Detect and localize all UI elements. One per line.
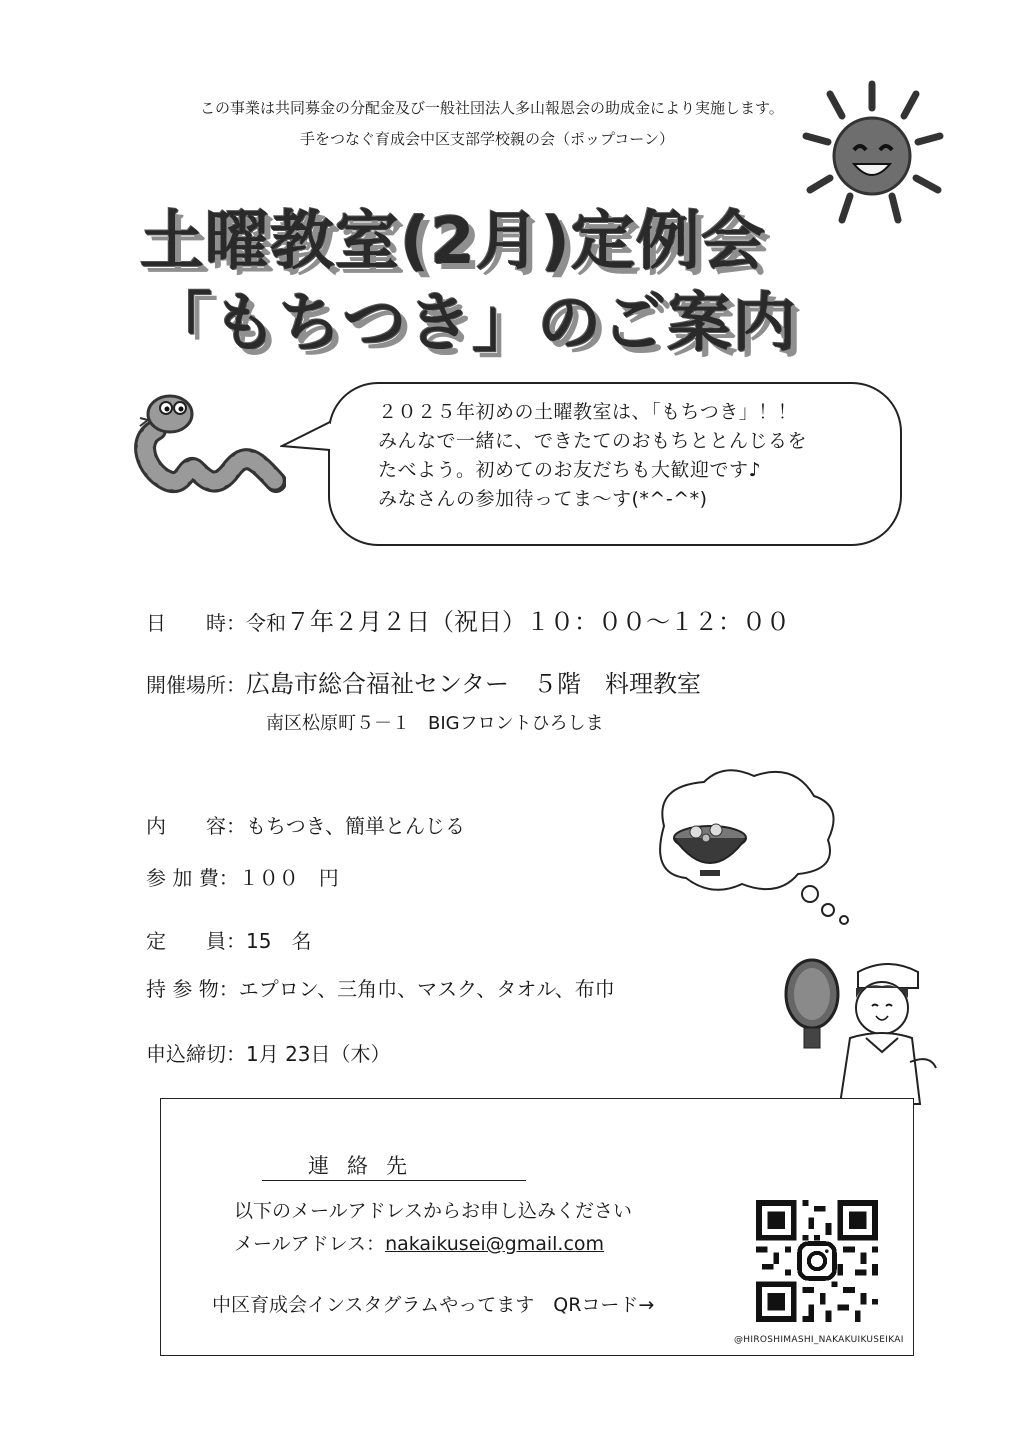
organizer-note: 手をつなぐ育成会中区支部学校親の会（ポップコーン） — [300, 130, 674, 148]
deadline-value: 1月 23日（木） — [246, 1042, 391, 1066]
date-label: 日 時： — [146, 611, 246, 635]
soup-thought-bubble — [624, 766, 864, 926]
venue-value: 広島市総合福祉センター ５階 料理教室 — [246, 670, 702, 698]
content-label: 内 容： — [146, 814, 246, 838]
sun-illustration — [800, 80, 950, 230]
cook-girl-illustration — [780, 958, 940, 1108]
items-value: エプロン、三角巾、マスク、タオル、布巾 — [238, 977, 615, 1001]
email-label: メールアドレス： — [234, 1233, 386, 1255]
fee-value: １００ 円 — [238, 866, 339, 890]
venue-address: 南区松原町５－１ BIGフロントひろしま — [266, 713, 604, 734]
snake-illustration — [126, 390, 286, 510]
contact-instruction: 以下のメールアドレスからお申し込みください — [234, 1200, 633, 1222]
content-row — [146, 810, 465, 839]
funding-note: この事業は共同募金の分配金及び一般社団法人多山報恩会の助成金により実施します。 — [200, 99, 784, 117]
fee-label: 参 加 費： — [146, 866, 239, 890]
capacity-value: 15 名 — [246, 929, 312, 953]
capacity-row — [146, 925, 311, 954]
title-line-2: 「もちつき」のご案内 — [148, 287, 798, 361]
bubble-line-1: ２０２５年初めの土曜教室は、「もちつき」！！ — [378, 401, 798, 423]
date-row — [146, 602, 790, 637]
title-line-1: 土曜教室(2月)定例会 — [140, 205, 767, 279]
items-row — [146, 973, 615, 1002]
instagram-handle: @HIROSHIMASHI_NAKAKUIKUSEIKAI — [734, 1335, 904, 1345]
venue-row — [146, 664, 701, 699]
email-link[interactable]: nakaikusei@gmail.com — [385, 1233, 605, 1255]
date-era: 令和 — [246, 611, 286, 635]
fee-row — [146, 862, 339, 891]
date-value: ７年２月２日（祝日）１０：００～１２：００ — [286, 608, 790, 636]
email-row — [234, 1229, 604, 1256]
deadline-label: 申込締切： — [146, 1042, 246, 1066]
capacity-label: 定 員： — [146, 929, 246, 953]
bubble-line-4: みなさんの参加待ってま～す(*^-^*) — [378, 488, 708, 510]
bubble-line-2: みんなで一緒に、できたてのおもちととんじるを — [378, 430, 808, 452]
instagram-note: 中区育成会インスタグラムやってます QRコード→ — [212, 1294, 655, 1316]
deadline-row — [146, 1038, 391, 1067]
bubble-line-3: たべよう。初めてのお友だちも大歓迎です♪ — [378, 459, 762, 481]
speech-bubble-tail — [280, 420, 340, 460]
bubble-message — [378, 398, 807, 514]
content-value: もちつき、簡単とんじる — [246, 814, 465, 838]
contact-heading: 連絡先 — [262, 1150, 526, 1181]
venue-label: 開催場所： — [146, 673, 246, 697]
items-label: 持 参 物： — [146, 977, 239, 1001]
instagram-qr-code[interactable] — [756, 1200, 878, 1322]
